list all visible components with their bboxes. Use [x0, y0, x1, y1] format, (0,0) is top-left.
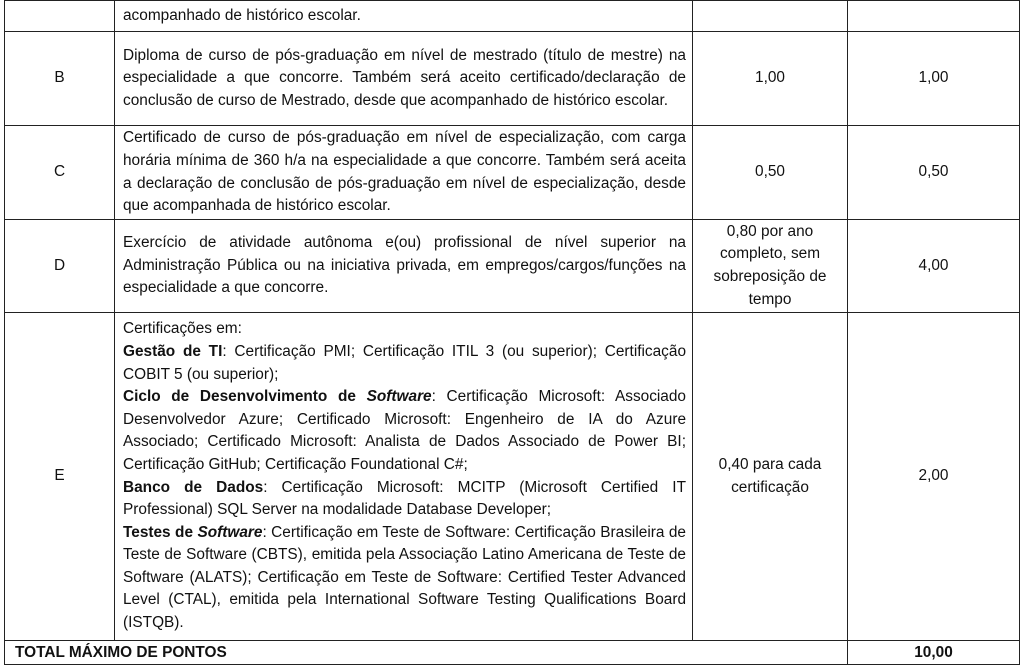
table-row-e: [5, 313, 1020, 641]
certification-group-software-dev: [123, 388, 686, 473]
total-label: TOTAL MÁXIMO DE PONTOS: [5, 641, 848, 665]
description-cell: Diploma de curso de pós-graduação em nível de mestrado (título de mestre) na especialidade a que concorre. Também será aceito certificado/declaração de conclusão de curso de Mestrado, desde que acompanhado de histórico escolar.: [115, 32, 693, 126]
table-row-d: [5, 220, 1020, 313]
group-label: [123, 388, 432, 405]
table-row-c: [5, 126, 1020, 220]
certification-group-ti: [123, 343, 686, 383]
table-row-a-continuation: [5, 1, 1020, 32]
letter-cell: B: [5, 32, 115, 126]
points-cell: 0,80 por ano completo, sem sobreposição de tempo: [693, 220, 848, 313]
max-points-cell: 4,00: [848, 220, 1020, 313]
group-text: : Certificação em Teste de Software: Certificação Brasileira de Teste de Software (CBTS), emitida pela Associação Latino Americana de Teste de Software (ALATS); Certificação em Teste de Software: Certified Tester Advanced Level (CTAL), emitida pela International Software Testing Qualifications Board (ISTQB).: [123, 523, 686, 632]
group-label: Banco de Dados: [123, 478, 264, 496]
description-cell: [115, 1, 693, 32]
group-label: [123, 524, 262, 541]
points-cell: 1,00: [693, 32, 848, 126]
table-row-total: [5, 641, 1020, 665]
table-row-b: [5, 32, 1020, 126]
group-label: Gestão de TI: [123, 342, 223, 360]
max-points-cell: 2,00: [848, 313, 1020, 641]
description-cell: [115, 313, 693, 641]
letter-cell: E: [5, 313, 115, 641]
letter-cell: D: [5, 220, 115, 313]
letter-cell: C: [5, 126, 115, 220]
group-label-italic: Software: [197, 523, 263, 541]
points-cell: [693, 1, 848, 32]
certification-group-tests: [123, 524, 686, 631]
group-label-prefix: Ciclo de Desenvolvimento de: [123, 388, 356, 406]
group-text: : Certificação Microsoft: MCITP (Microsoft Certified IT Professional) SQL Server na modalidade Database Developer;: [123, 478, 686, 519]
letter-cell: [5, 1, 115, 32]
group-text: : Certificação Microsoft: Associado Desenvolvedor Azure; Certificado Microsoft: Engenheiro de IA do Azure Associado; Certificado Microsoft: Analista de Dados Associado de Power BI; Certificação GitHub; Certificação Foundational C#;: [123, 388, 686, 473]
points-cell: 0,50: [693, 126, 848, 220]
description-cell: Exercício de atividade autônoma e(ou) profissional de nível superior na Administração Pública ou na iniciativa privada, em empregos/cargos/funções na especialidade a que concorre.: [115, 220, 693, 313]
group-label-italic: Software: [366, 388, 432, 406]
certifications-intro: Certificações em:: [123, 320, 242, 338]
max-points-cell: [848, 1, 1020, 32]
group-text: : Certificação PMI; Certificação ITIL 3 (ou superior); Certificação COBIT 5 (ou superior);: [123, 342, 686, 383]
group-label-prefix: Testes de: [123, 523, 194, 541]
points-cell: 0,40 para cada certificação: [693, 313, 848, 641]
description-text: acompanhado de histórico escolar.: [123, 6, 361, 24]
description-cell: Certificado de curso de pós-graduação em nível de especialização, com carga horária mínima de 360 h/a na especialidade a que concorre. Também será aceita a declaração de conclusão de pós-graduação em nível de especialização, desde que acompanhada de histórico escolar.: [115, 126, 693, 220]
scoring-table: [4, 0, 1020, 665]
max-points-cell: 0,50: [848, 126, 1020, 220]
max-points-cell: 1,00: [848, 32, 1020, 126]
total-value: 10,00: [848, 641, 1020, 665]
certification-group-db: [123, 479, 686, 519]
